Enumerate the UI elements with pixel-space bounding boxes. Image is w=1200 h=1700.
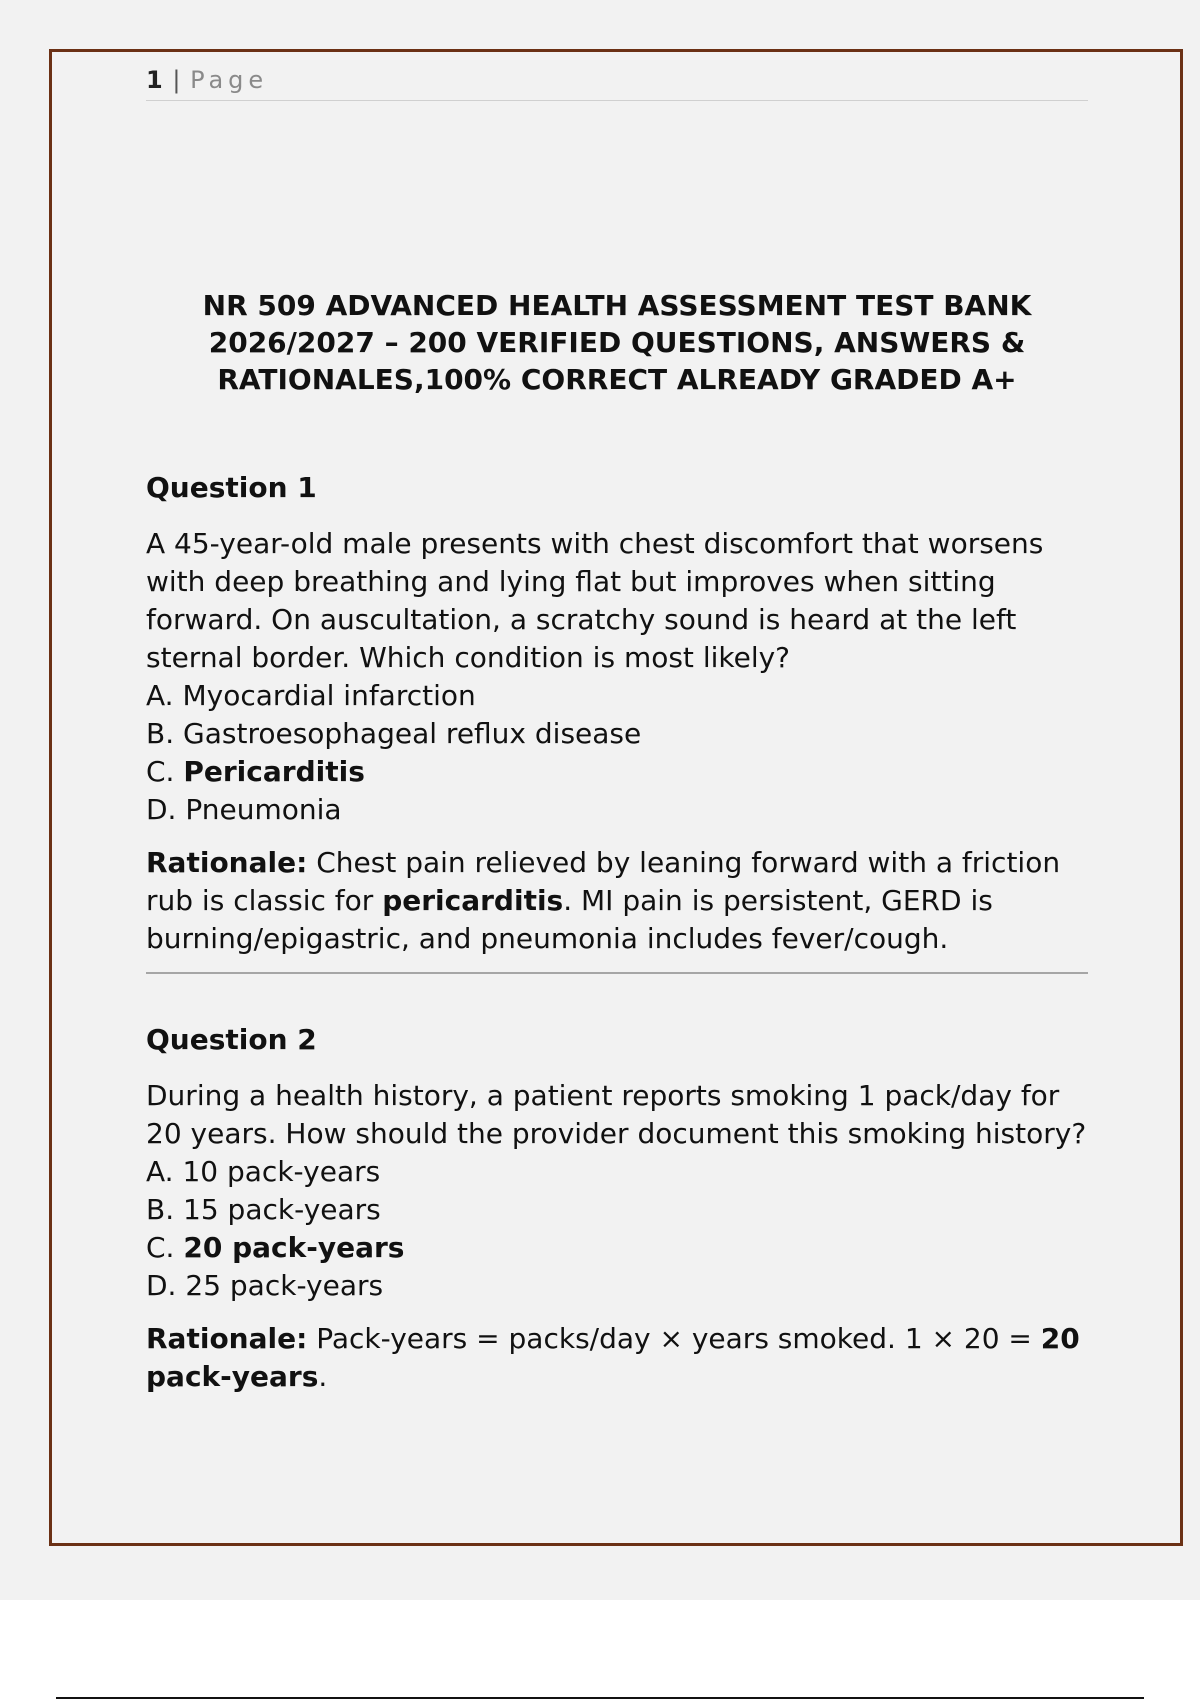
option-c [146,1229,1088,1267]
option-letter: D. [146,793,177,826]
rationale-text-after: . MI pain is persistent, GERD is burning/epigastric, and pneumonia includes fever/cough. [146,884,993,955]
correct-option-text: Pericarditis [183,755,365,788]
question-2 [146,1022,1088,1396]
rationale-text-after: . [318,1360,328,1393]
option-letter: B. [146,1193,175,1226]
page-label: Page [190,66,269,94]
option-letter: C. [146,755,175,788]
answer-options [146,1153,1088,1305]
option-letter: A. [146,1155,174,1188]
page-header [146,66,1088,101]
next-page-top-rule [56,1697,1144,1699]
answer-options [146,677,1088,829]
rationale [146,844,1088,958]
question-heading: Question 2 [146,1023,317,1056]
question-1 [146,470,1088,958]
question-text: During a health history, a patient reports smoking 1 pack/day for 20 years. How should the provider document this smoking history? [146,1079,1087,1150]
rationale-label: Rationale: [146,1322,308,1355]
option-text: 25 pack-years [185,1269,384,1302]
option-a [146,677,1088,715]
option-text: Gastroesophageal reflux disease [183,717,642,750]
option-letter: C. [146,1231,175,1264]
option-letter: B. [146,717,175,750]
option-letter: A. [146,679,174,712]
option-text: 15 pack-years [183,1193,381,1226]
correct-option-text: 20 pack-years [183,1231,405,1264]
option-text: Myocardial infarction [182,679,476,712]
option-text: 10 pack-years [182,1155,381,1188]
rationale-bold-term: pericarditis [382,884,564,917]
page-content [146,66,1088,1396]
rationale-label: Rationale: [146,846,308,879]
rationale-text: Pack-years = packs/day × years smoked. 1 × 20 = [316,1322,1032,1355]
rationale-text: Chest pain relieved by leaning forward with a friction rub is classic for [146,846,1061,917]
question-text: A 45-year-old male presents with chest discomfort that worsens with deep breathing and lying flat but improves when sitting forward. On auscultation, a scratchy sound is heard at the left sternal border. Which condition is most likely? [146,527,1044,674]
option-b [146,1191,1088,1229]
rationale-bold-term: 20 pack-years [146,1322,1080,1393]
page-separator: | [172,66,182,94]
option-letter: D. [146,1269,177,1302]
option-d [146,1267,1088,1305]
option-c [146,753,1088,791]
option-text: Pneumonia [185,793,342,826]
question-heading: Question 1 [146,471,317,504]
option-b [146,715,1088,753]
page-number: 1 [146,66,164,94]
option-d [146,791,1088,829]
rationale [146,1320,1088,1396]
document-title: NR 509 ADVANCED HEALTH ASSESSMENT TEST BANK 2026/2027 – 200 VERIFIED QUESTIONS, ANSWERS & RATIONALES,100% CORRECT ALREADY GRADED A+ [202,289,1032,396]
option-a [146,1153,1088,1191]
question-divider [146,972,1088,974]
